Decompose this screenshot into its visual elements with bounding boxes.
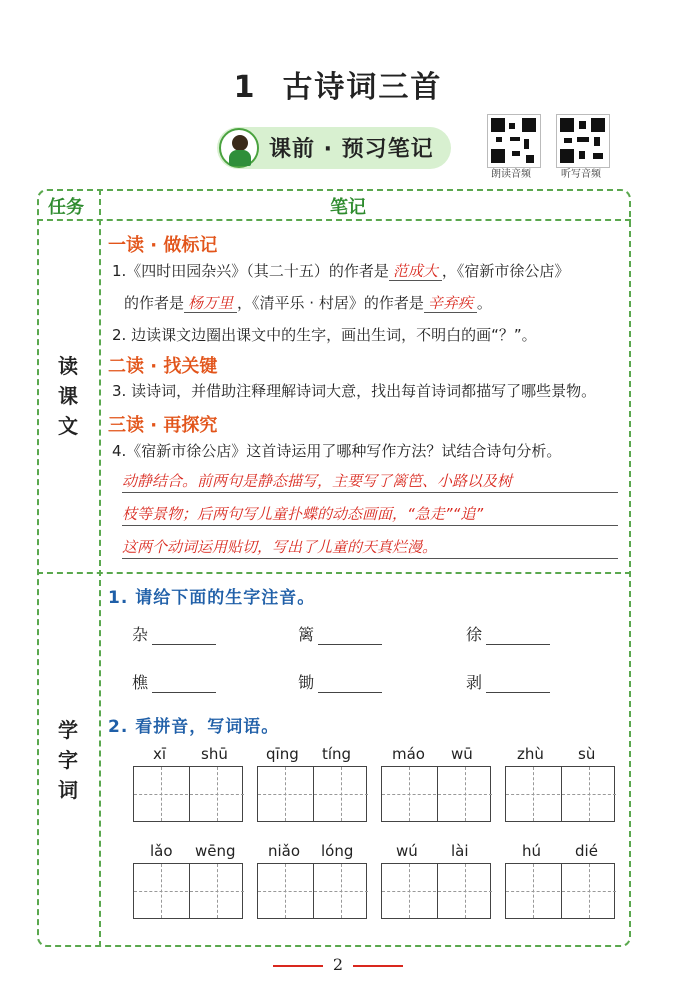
char-item: 锄 [298, 670, 382, 693]
pinyin-label: xī [153, 745, 167, 763]
writing-grid[interactable] [133, 863, 243, 919]
pinyin-label: sù [578, 745, 596, 763]
writing-grid[interactable] [505, 863, 615, 919]
section-read-text-label: 读课文 [58, 354, 78, 438]
pinyin-blank[interactable] [318, 678, 382, 693]
answer-line-2: 枝等景物；后两句写儿童扑蝶的动态画面，“急走”“追” [122, 503, 618, 526]
pinyin-blank[interactable] [318, 630, 382, 645]
question-4: 4.《宿新市徐公店》这首诗运用了哪种写作方法？试结合诗句分析。 [112, 442, 562, 460]
page-footer [0, 955, 676, 974]
pinyin-label: máo [392, 745, 425, 763]
pinyin-label: qīng [266, 745, 299, 763]
first-reading-title: 一读 · 做标记 [108, 235, 218, 256]
pinyin-task-title: 1. 请给下面的生字注音。 [108, 588, 316, 608]
pinyin-label: shū [201, 745, 228, 763]
header-divider [37, 219, 631, 221]
question-1-line-1: 1.《四时田园杂兴》（其二十五）的作者是 范成大 ，《宿新市徐公店》 [112, 262, 570, 280]
pinyin-blank[interactable] [486, 678, 550, 693]
pinyin-label: tíng [322, 745, 352, 763]
writing-grid[interactable] [381, 766, 491, 822]
qr-caption-dictation: 听写音频 [561, 169, 601, 180]
qr-code-reading[interactable] [487, 114, 541, 168]
char-item: 篱 [298, 622, 382, 645]
answer-line-1: 动静结合。前两句是静态描写，主要写了篱笆、小路以及树 [122, 470, 618, 493]
lesson-title: 古诗词三首 [282, 70, 443, 105]
question-3: 3. 读诗词，并借助注释理解诗词大意，找出每首诗词都描写了哪些景物。 [112, 382, 597, 400]
writing-grid[interactable] [133, 766, 243, 822]
pinyin-label: wú [396, 842, 418, 860]
question-1-line-2: 的作者是 杨万里 ，《清平乐 · 村居》的作者是 辛弃疾 。 [124, 294, 492, 312]
page-number: 2 [332, 955, 344, 974]
char-item: 樵 [132, 670, 216, 693]
section-divider [37, 572, 631, 574]
writing-grid[interactable] [257, 766, 367, 822]
header-notes: 笔记 [330, 197, 366, 218]
pinyin-label: zhù [517, 745, 544, 763]
pinyin-blank[interactable] [486, 630, 550, 645]
header-task: 任务 [48, 197, 84, 218]
second-reading-title: 二读 · 找关键 [108, 356, 218, 377]
answer-author-2: 杨万里 [184, 294, 237, 313]
char-item: 徐 [466, 622, 550, 645]
char-item: 杂 [132, 622, 216, 645]
column-divider [99, 189, 101, 947]
pinyin-label: wēng [195, 842, 236, 860]
student-avatar-icon [219, 128, 259, 168]
pinyin-label: lóng [321, 842, 354, 860]
question-2: 2. 边读课文边圈出课文中的生字，画出生词，不明白的画“？”。 [112, 326, 537, 344]
pinyin-label: lài [451, 842, 469, 860]
answer-author-3: 辛弃疾 [424, 294, 477, 313]
pinyin-label: niǎo [268, 842, 301, 860]
writing-grid[interactable] [257, 863, 367, 919]
writing-grid[interactable] [381, 863, 491, 919]
qr-caption-reading: 朗读音频 [491, 169, 531, 180]
writing-grid[interactable] [505, 766, 615, 822]
write-words-task-title: 2. 看拼音，写词语。 [108, 717, 280, 737]
page-title [0, 62, 676, 106]
answer-line-3: 这两个动词运用贴切，写出了儿童的天真烂漫。 [122, 536, 618, 559]
pinyin-label: hú [522, 842, 542, 860]
pinyin-blank[interactable] [152, 678, 216, 693]
pinyin-blank[interactable] [152, 630, 216, 645]
badge-label: 课前 · 预习笔记 [269, 137, 434, 162]
pinyin-label: dié [575, 842, 598, 860]
qr-code-dictation[interactable] [556, 114, 610, 168]
char-item: 剥 [466, 670, 550, 693]
lesson-number: 1 [233, 70, 257, 105]
preview-notes-badge [217, 127, 451, 169]
pinyin-label: wū [451, 745, 473, 763]
pinyin-label: lǎo [150, 842, 173, 860]
third-reading-title: 三读 · 再探究 [108, 415, 218, 436]
answer-author-1: 范成大 [389, 262, 442, 281]
section-learn-words-label: 学字词 [58, 718, 78, 802]
